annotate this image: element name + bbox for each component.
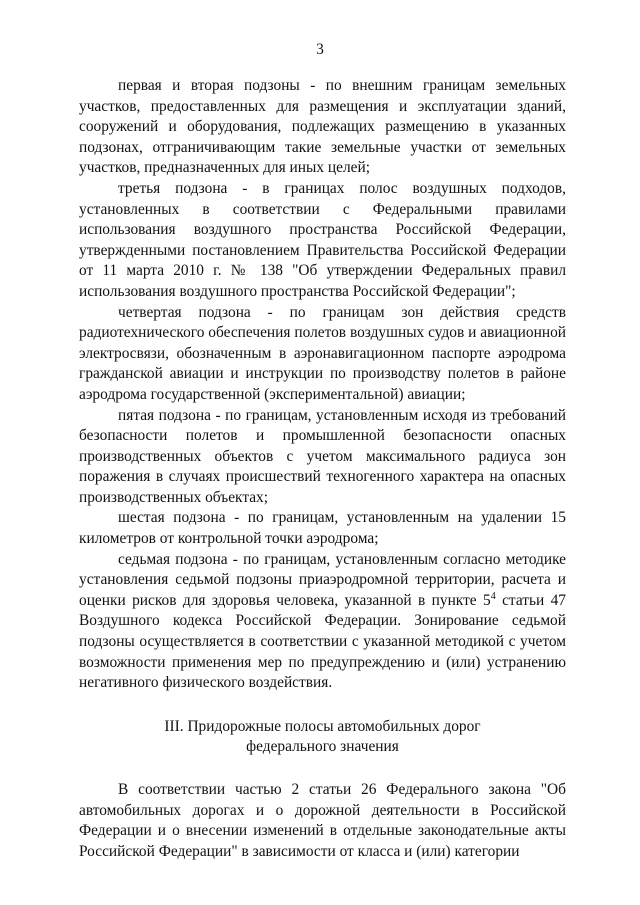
section-heading-line-1: III. Придорожные полосы автомобильных дорог <box>164 717 481 735</box>
page-number: 3 <box>316 41 324 58</box>
paragraph-subzone-6: шестая подзона - по границам, установленным на удалении 15 километров от контрольной точки аэродрома; <box>79 509 566 548</box>
paragraph-subzone-3: третья подзона - в границах полос воздушных подходов, установленных в соответствии с Федеральными правилами использования воздушного пространства Российской Федерации, утвержденными постановлением Правительства Российской Федерации от 11 марта 2010 г. № 138 "Об утверждении Федеральных правил использования воздушного пространства Российской Федерации"; <box>79 179 566 300</box>
document-body <box>79 76 566 862</box>
paragraph-subzone-7 <box>79 550 566 694</box>
section-heading-line-2: федерального значения <box>246 738 399 756</box>
paragraph-subzone-4: четвертая подзона - по границам зон действия средств радиотехнического обеспечения полетов воздушных судов и авиационной электросвязи, обозначенным в аэронавигационном паспорте аэродрома гражданской авиации и инструкции по производству полетов в районе аэродрома государственной (экспериментальной) авиации; <box>79 303 566 403</box>
paragraph-subzone-1-2: первая и вторая подзоны - по внешним границам земельных участков, предоставленных для размещения и эксплуатации зданий, сооружений и оборудования, подлежащих размещению в указанных подзонах, отграничивающим такие земельные участки от земельных участков, предназначенных для иных целей; <box>79 77 566 177</box>
paragraph-subzone-5: пятая подзона - по границам, установленным исходя из требований безопасности полетов и промышленной безопасности опасных производственных объектов с учетом максимального радиуса зон поражения в случаях происшествий техногенного характера на опасных производственных объектах; <box>79 406 566 506</box>
section-heading <box>79 717 566 758</box>
paragraph-roadside-strips: В соответствии частью 2 статьи 26 Федерального закона "Об автомобильных дорогах и о дорожной деятельности в Российской Федерации и о внесении изменений в отдельные законодательные акты Российской Федерации" в зависимости от класса и (или) категории <box>79 781 566 860</box>
subzone-7-text-end: статьи 47 Воздушного кодекса Российской Федерации. Зонирование седьмой подзоны осуществляется в соответствии с указанной методикой с учетом возможности применения мер по предупреждению и (или) устранению негативного физического воздействия. <box>79 591 566 692</box>
subzone-7-text-start: седьмая подзона - по границам, установленным согласно методике установления седьмой подзоны приаэродромной территории, расчета и оценки рисков для здоровья человека, указанной в пункте 5 <box>79 550 566 609</box>
superscript-footnote: 4 <box>490 590 496 602</box>
